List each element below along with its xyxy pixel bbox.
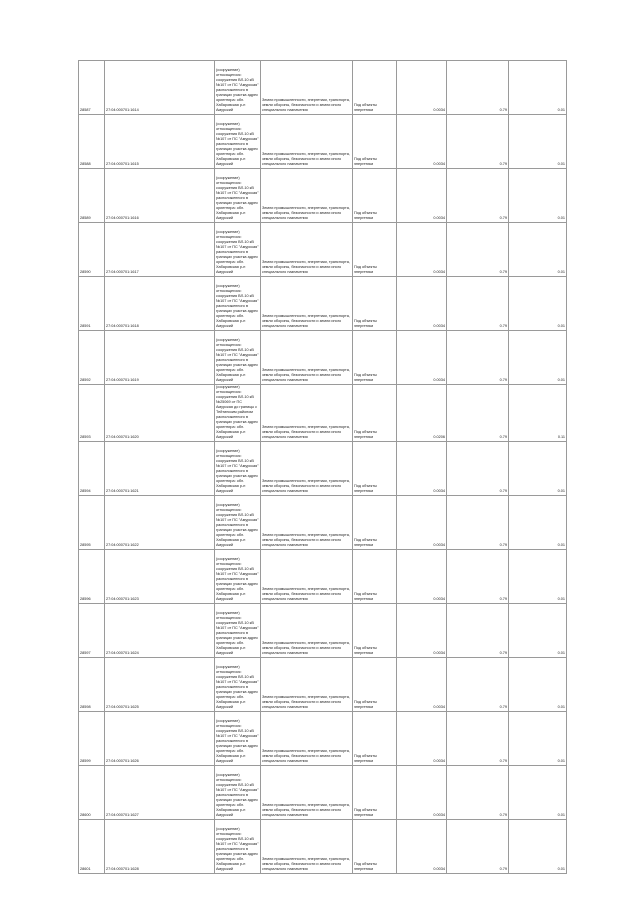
- row-number: 28593: [79, 385, 105, 442]
- land-plot-table: [78, 60, 567, 874]
- object-description: (сооружение) относящегося: сооружения ВЛ-10 кВ №107 от ПС "Амурская" расположенного в границах участка адрес ориентира: обл. Хабаровская р-н Амурский: [215, 61, 261, 115]
- object-description: (сооружение) относящегося: сооружения ВЛ-10 кВ №25069 от ПС Амурская до границы с Тейтинским районом расположенного в границах участка адрес ориентира: обл. Хабаровская р-н Амурский: [215, 385, 261, 442]
- cadastral-number: 27:04:000701:1617: [105, 223, 215, 277]
- table-row: [79, 766, 567, 820]
- rate-value: 0.79: [447, 277, 509, 331]
- sum-value: 0.01: [509, 223, 567, 277]
- sum-value: 0.01: [509, 61, 567, 115]
- object-description: (сооружение) относящегося: сооружения ВЛ-10 кВ №107 от ПС "Амурская" расположенного в границах участка адрес ориентира: обл. Хабаровская р-н Амурский: [215, 442, 261, 496]
- land-category: Земли промышленности, энергетики, транспорта, земли обороны, безопасности и земли иного специального назначения: [261, 277, 353, 331]
- area-value: 0.0034: [397, 766, 447, 820]
- land-category: Земли промышленности, энергетики, транспорта, земли обороны, безопасности и земли иного специального назначения: [261, 385, 353, 442]
- rate-value: 0.79: [447, 385, 509, 442]
- rate-value: 0.79: [447, 169, 509, 223]
- land-category: Земли промышленности, энергетики, транспорта, земли обороны, безопасности и земли иного специального назначения: [261, 496, 353, 550]
- row-number: 28600: [79, 766, 105, 820]
- sum-value: 0.01: [509, 115, 567, 169]
- area-value: 0.0034: [397, 331, 447, 385]
- cadastral-number: 27:04:000701:1628: [105, 820, 215, 874]
- permitted-use: Под объекты энергетики: [353, 442, 397, 496]
- cadastral-number: 27:04:000701:1622: [105, 496, 215, 550]
- sum-value: 0.01: [509, 550, 567, 604]
- rate-value: 0.79: [447, 658, 509, 712]
- area-value: 0.0034: [397, 169, 447, 223]
- table-row: [79, 61, 567, 115]
- rate-value: 0.79: [447, 604, 509, 658]
- table-row: [79, 604, 567, 658]
- object-description: (сооружение) относящегося: сооружения ВЛ-10 кВ №107 от ПС "Амурская" расположенного в границах участка адрес ориентира: обл. Хабаровская р-н Амурский: [215, 550, 261, 604]
- cadastral-number: 27:04:000701:1615: [105, 115, 215, 169]
- permitted-use: Под объекты энергетики: [353, 658, 397, 712]
- table-row: [79, 550, 567, 604]
- rate-value: 0.79: [447, 712, 509, 766]
- object-description: (сооружение) относящегося: сооружения ВЛ-10 кВ №107 от ПС "Амурская" расположенного в границах участка адрес ориентира: обл. Хабаровская р-н Амурский: [215, 223, 261, 277]
- land-category: Земли промышленности, энергетики, транспорта, земли обороны, безопасности и земли иного специального назначения: [261, 766, 353, 820]
- land-category: Земли промышленности, энергетики, транспорта, земли обороны, безопасности и земли иного специального назначения: [261, 820, 353, 874]
- area-value: 0.0034: [397, 712, 447, 766]
- permitted-use: Под объекты энергетики: [353, 169, 397, 223]
- permitted-use: Под объекты энергетики: [353, 496, 397, 550]
- rate-value: 0.79: [447, 442, 509, 496]
- table-row: [79, 331, 567, 385]
- table-row: [79, 712, 567, 766]
- permitted-use: Под объекты энергетики: [353, 712, 397, 766]
- object-description: (сооружение) относящегося: сооружения ВЛ-10 кВ №107 от ПС "Амурская" расположенного в границах участка адрес ориентира: обл. Хабаровская р-н Амурский: [215, 712, 261, 766]
- table-row: [79, 658, 567, 712]
- land-category: Земли промышленности, энергетики, транспорта, земли обороны, безопасности и земли иного специального назначения: [261, 442, 353, 496]
- land-category: Земли промышленности, энергетики, транспорта, земли обороны, безопасности и земли иного специального назначения: [261, 658, 353, 712]
- land-category: Земли промышленности, энергетики, транспорта, земли обороны, безопасности и земли иного специального назначения: [261, 169, 353, 223]
- land-category: Земли промышленности, энергетики, транспорта, земли обороны, безопасности и земли иного специального назначения: [261, 115, 353, 169]
- table-row: [79, 223, 567, 277]
- sum-value: 0.01: [509, 331, 567, 385]
- permitted-use: Под объекты энергетики: [353, 604, 397, 658]
- land-category: Земли промышленности, энергетики, транспорта, земли обороны, безопасности и земли иного специального назначения: [261, 604, 353, 658]
- cadastral-number: 27:04:000701:1621: [105, 442, 215, 496]
- permitted-use: Под объекты энергетики: [353, 115, 397, 169]
- object-description: (сооружение) относящегося: сооружения ВЛ-10 кВ №107 от ПС "Амурская" расположенного в границах участка адрес ориентира: обл. Хабаровская р-н Амурский: [215, 658, 261, 712]
- permitted-use: Под объекты энергетики: [353, 385, 397, 442]
- object-description: (сооружение) относящегося: сооружения ВЛ-10 кВ №107 от ПС "Амурская" расположенного в границах участка адрес ориентира: обл. Хабаровская р-н Амурский: [215, 277, 261, 331]
- row-number: 28588: [79, 115, 105, 169]
- sum-value: 0.11: [509, 385, 567, 442]
- permitted-use: Под объекты энергетики: [353, 223, 397, 277]
- row-number: 28590: [79, 223, 105, 277]
- cadastral-number: 27:04:000701:1620: [105, 385, 215, 442]
- row-number: 28597: [79, 604, 105, 658]
- sum-value: 0.01: [509, 604, 567, 658]
- object-description: (сооружение) относящегося: сооружения ВЛ-10 кВ №107 от ПС "Амурская" расположенного в границах участка адрес ориентира: обл. Хабаровская р-н Амурский: [215, 604, 261, 658]
- land-category: Земли промышленности, энергетики, транспорта, земли обороны, безопасности и земли иного специального назначения: [261, 223, 353, 277]
- cadastral-number: 27:04:000701:1623: [105, 550, 215, 604]
- row-number: 28589: [79, 169, 105, 223]
- sum-value: 0.01: [509, 658, 567, 712]
- cadastral-number: 27:04:000701:1624: [105, 604, 215, 658]
- table-row: [79, 442, 567, 496]
- permitted-use: Под объекты энергетики: [353, 820, 397, 874]
- land-category: Земли промышленности, энергетики, транспорта, земли обороны, безопасности и земли иного специального назначения: [261, 712, 353, 766]
- area-value: 0.0034: [397, 277, 447, 331]
- permitted-use: Под объекты энергетики: [353, 550, 397, 604]
- object-description: (сооружение) относящегося: сооружения ВЛ-10 кВ №107 от ПС "Амурская" расположенного в границах участка адрес ориентира: обл. Хабаровская р-н Амурский: [215, 496, 261, 550]
- area-value: 0.0034: [397, 820, 447, 874]
- land-category: Земли промышленности, энергетики, транспорта, земли обороны, безопасности и земли иного специального назначения: [261, 331, 353, 385]
- area-value: 0.0034: [397, 496, 447, 550]
- cadastral-number: 27:04:000701:1616: [105, 169, 215, 223]
- cadastral-number: 27:04:000701:1619: [105, 331, 215, 385]
- area-value: 0.0034: [397, 61, 447, 115]
- cadastral-number: 27:04:000701:1614: [105, 61, 215, 115]
- row-number: 28598: [79, 658, 105, 712]
- row-number: 28596: [79, 550, 105, 604]
- area-value: 0.0034: [397, 604, 447, 658]
- area-value: 0.0034: [397, 223, 447, 277]
- area-value: 0.0034: [397, 442, 447, 496]
- row-number: 28594: [79, 442, 105, 496]
- permitted-use: Под объекты энергетики: [353, 331, 397, 385]
- rate-value: 0.79: [447, 820, 509, 874]
- sum-value: 0.01: [509, 712, 567, 766]
- sum-value: 0.01: [509, 169, 567, 223]
- area-value: 0.0034: [397, 550, 447, 604]
- land-category: Земли промышленности, энергетики, транспорта, земли обороны, безопасности и земли иного специального назначения: [261, 550, 353, 604]
- rate-value: 0.79: [447, 496, 509, 550]
- table-row: [79, 169, 567, 223]
- cadastral-number: 27:04:000701:1618: [105, 277, 215, 331]
- permitted-use: Под объекты энергетики: [353, 766, 397, 820]
- permitted-use: Под объекты энергетики: [353, 61, 397, 115]
- row-number: 28601: [79, 820, 105, 874]
- table-row: [79, 820, 567, 874]
- row-number: 28595: [79, 496, 105, 550]
- sum-value: 0.01: [509, 820, 567, 874]
- rate-value: 0.79: [447, 766, 509, 820]
- rate-value: 0.79: [447, 61, 509, 115]
- sum-value: 0.01: [509, 442, 567, 496]
- land-category: Земли промышленности, энергетики, транспорта, земли обороны, безопасности и земли иного специального назначения: [261, 61, 353, 115]
- sum-value: 0.01: [509, 766, 567, 820]
- row-number: 28599: [79, 712, 105, 766]
- permitted-use: Под объекты энергетики: [353, 277, 397, 331]
- rate-value: 0.79: [447, 331, 509, 385]
- sum-value: 0.01: [509, 277, 567, 331]
- cadastral-number: 27:04:000701:1627: [105, 766, 215, 820]
- object-description: (сооружение) относящегося: сооружения ВЛ-10 кВ №107 от ПС "Амурская" расположенного в границах участка адрес ориентира: обл. Хабаровская р-н Амурский: [215, 820, 261, 874]
- area-value: 0.0034: [397, 658, 447, 712]
- object-description: (сооружение) относящегося: сооружения ВЛ-10 кВ №107 от ПС "Амурская" расположенного в границах участка адрес ориентира: обл. Хабаровская р-н Амурский: [215, 766, 261, 820]
- table-row: [79, 277, 567, 331]
- table-row: [79, 385, 567, 442]
- table-row: [79, 115, 567, 169]
- cadastral-number: 27:04:000701:1626: [105, 712, 215, 766]
- object-description: (сооружение) относящегося: сооружения ВЛ-10 кВ №107 от ПС "Амурская" расположенного в границах участка адрес ориентира: обл. Хабаровская р-н Амурский: [215, 169, 261, 223]
- sum-value: 0.01: [509, 496, 567, 550]
- object-description: (сооружение) относящегося: сооружения ВЛ-10 кВ №107 от ПС "Амурская" расположенного в границах участка адрес ориентира: обл. Хабаровская р-н Амурский: [215, 331, 261, 385]
- row-number: 28591: [79, 277, 105, 331]
- row-number: 28587: [79, 61, 105, 115]
- rate-value: 0.79: [447, 550, 509, 604]
- row-number: 28592: [79, 331, 105, 385]
- table-row: [79, 496, 567, 550]
- area-value: 0.0034: [397, 115, 447, 169]
- object-description: (сооружение) относящегося: сооружения ВЛ-10 кВ №107 от ПС "Амурская" расположенного в границах участка адрес ориентира: обл. Хабаровская р-н Амурский: [215, 115, 261, 169]
- rate-value: 0.79: [447, 115, 509, 169]
- area-value: 0.0206: [397, 385, 447, 442]
- cadastral-number: 27:04:000701:1625: [105, 658, 215, 712]
- rate-value: 0.79: [447, 223, 509, 277]
